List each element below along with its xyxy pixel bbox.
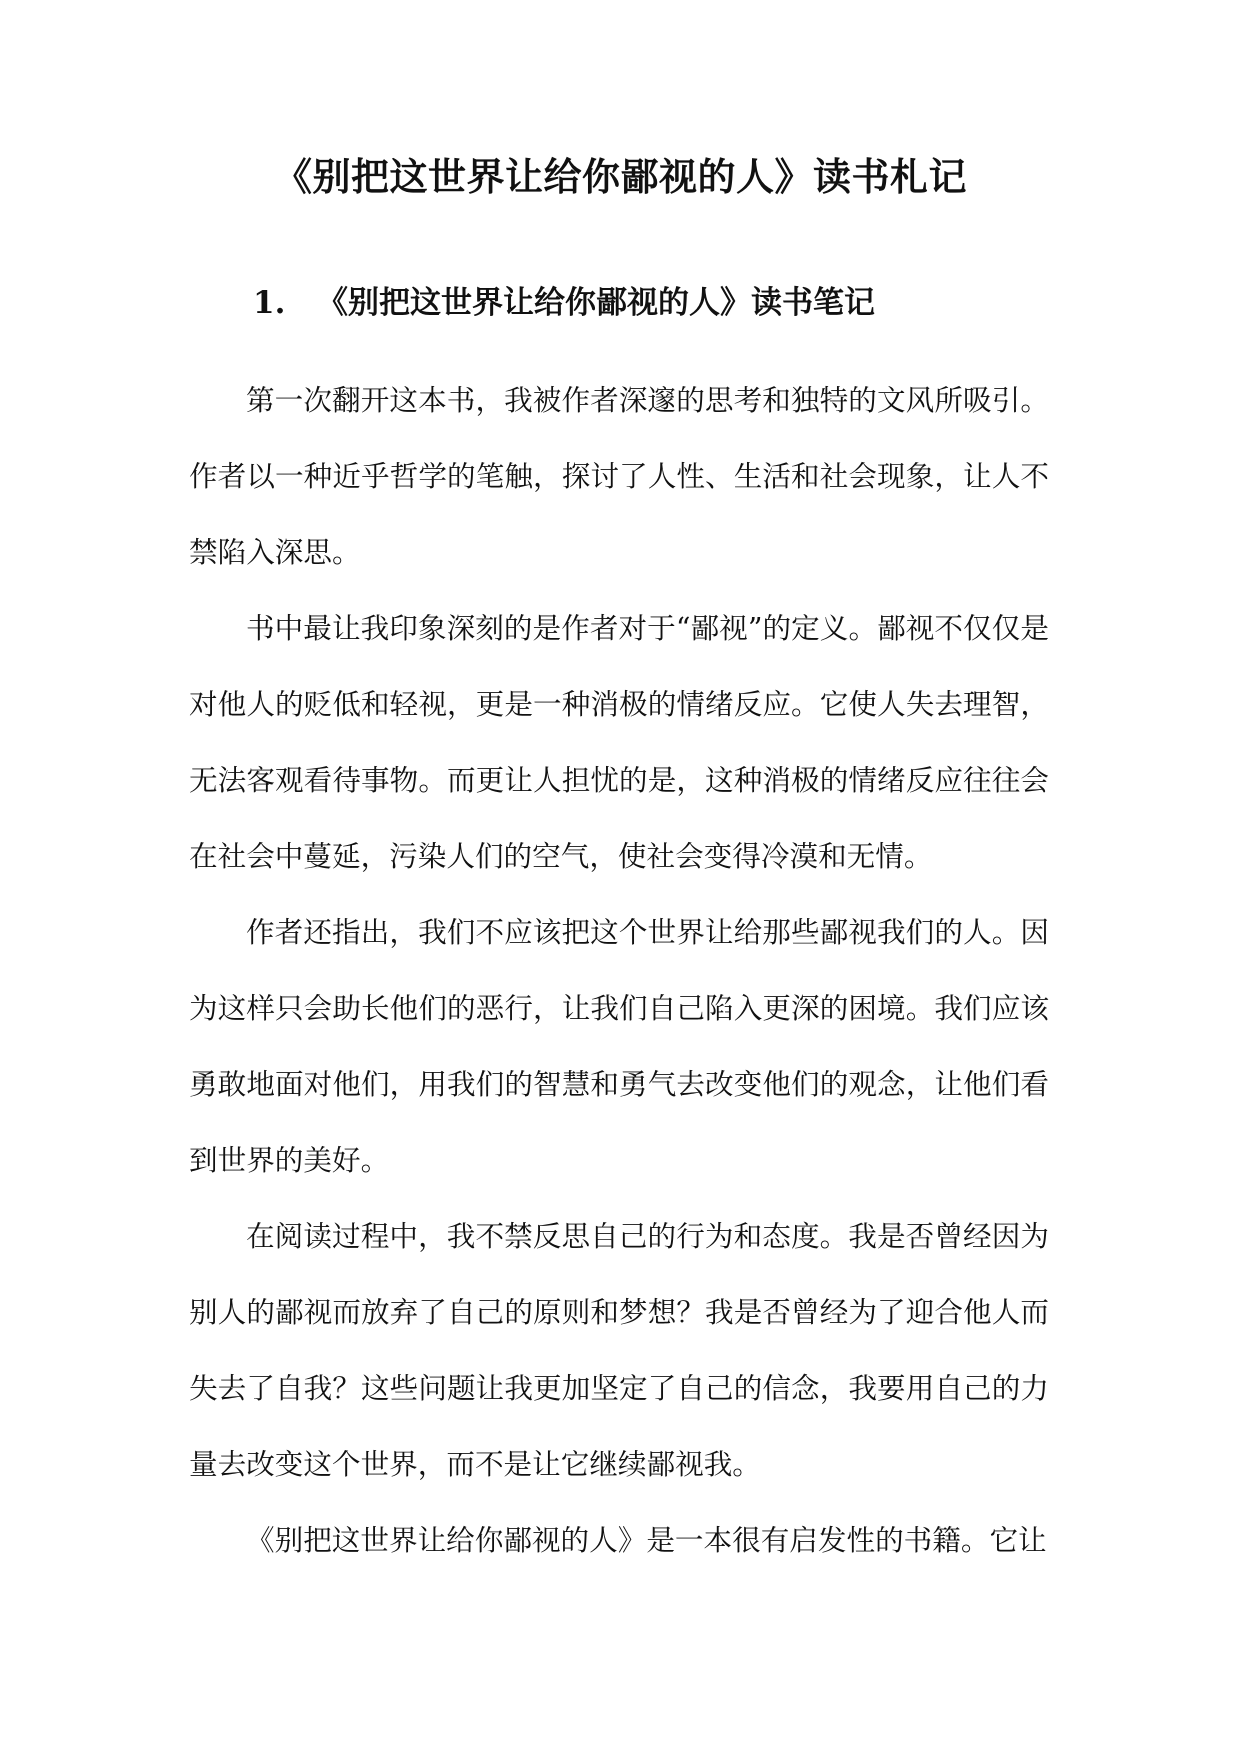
paragraph: 作者还指出，我们不应该把这个世界让给那些鄙视我们的人。因为这样只会助长他们的恶行，让我们自己陷入更深的困境。我们应该勇敢地面对他们，用我们的智慧和勇气去改变他们的观念，让他们看到世界的美好。 bbox=[189, 915, 1049, 1177]
body-text bbox=[189, 362, 1049, 1578]
paragraph: 书中最让我印象深刻的是作者对于“鄙视”的定义。鄙视不仅仅是对他人的贬低和轻视，更是一种消极的情绪反应。它使人失去理智，无法客观看待事物。而更让人担忧的是，这种消极的情绪反应往往会在社会中蔓延，污染人们的空气，使社会变得冷漠和无情。 bbox=[189, 611, 1049, 873]
paragraph: 在阅读过程中，我不禁反思自己的行为和态度。我是否曾经因为别人的鄙视而放弃了自己的原则和梦想？我是否曾经为了迎合他人而失去了自我？这些问题让我更加坚定了自己的信念，我要用自己的力量去改变这个世界，而不是让它继续鄙视我。 bbox=[189, 1219, 1049, 1481]
section-heading-text: 《别把这世界让给你鄙视的人》读书笔记 bbox=[317, 285, 875, 321]
paragraph: 第一次翻开这本书，我被作者深邃的思考和独特的文风所吸引。作者以一种近乎哲学的笔触，探讨了人性、生活和社会现象，让人不禁陷入深思。 bbox=[189, 383, 1049, 569]
section-heading bbox=[253, 281, 875, 325]
document-title: 《别把这世界让给你鄙视的人》读书札记 bbox=[273, 154, 967, 199]
paragraph: 《别把这世界让给你鄙视的人》是一本很有启发性的书籍。它让 bbox=[246, 1523, 1047, 1557]
section-number: 1. bbox=[253, 285, 286, 321]
